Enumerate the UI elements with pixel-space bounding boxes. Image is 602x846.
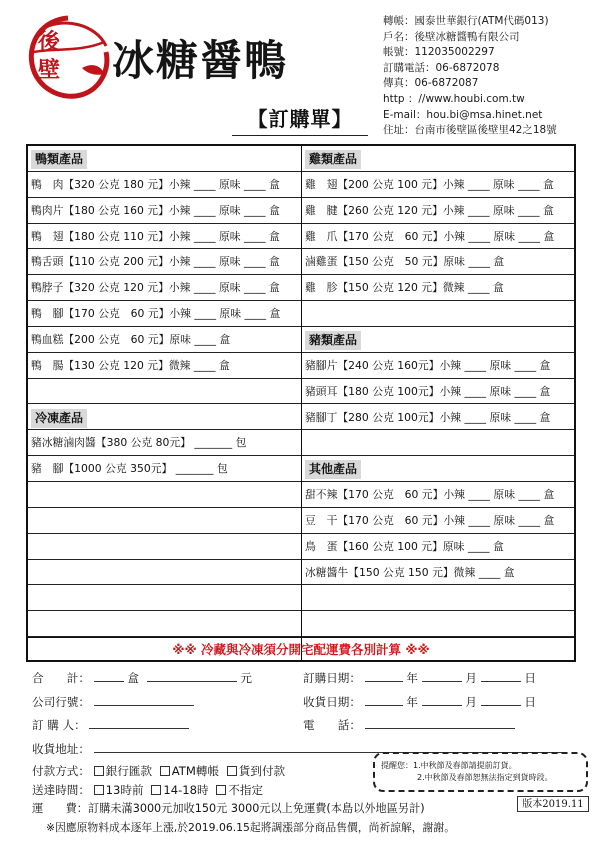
box-unit: 盒 (127, 671, 139, 685)
shipping-text: 訂購未滿3000元加收150元 3000元以上免運費(本島以外地區另計) (87, 802, 425, 815)
product-line: 冰糖醬牛【150 公克 150 元】微辣 ____ 盒 (305, 565, 515, 579)
total-row (32, 670, 252, 686)
product-line: 鴨 腸【130 公克 120 元】微辣 ____ 盒 (31, 358, 230, 372)
delivery-before13-label: 13時前 (105, 783, 144, 797)
address-label: 收貨地址： (32, 742, 90, 756)
total-label: 合 計： (32, 671, 90, 685)
orderer-label: 訂 購 人： (32, 718, 86, 732)
order-month-field[interactable] (422, 670, 462, 682)
receive-day-unit: 日 (524, 695, 536, 709)
price-notice: ※因應原物料成本逐年上漲,於2019.06.15起將調漲部分商品售價，尚祈諒解，謝謝。 (46, 821, 455, 834)
category-title: 其他產品 (305, 460, 361, 479)
shipping-row (32, 800, 425, 816)
order-date-row (303, 670, 536, 686)
product-line: 豬頭耳【180 公克 100元】小辣 ____ 原味 ____ 盒 (305, 384, 551, 398)
reminder-line1 (381, 760, 586, 772)
payment-row (32, 763, 285, 779)
product-row[interactable] (302, 508, 574, 534)
category-title: 冷凍產品 (31, 409, 87, 428)
product-line: 甜不辣【170 公克 60 元】小辣 ____ 原味 ____ 盒 (305, 488, 555, 502)
product-row[interactable] (28, 456, 301, 482)
order-date-label: 訂購日期： (303, 671, 361, 685)
yuan-unit: 元 (240, 671, 252, 685)
product-line: 滷雞蛋【150 公克 50 元】原味 ____ 盒 (305, 255, 505, 269)
product-row[interactable] (28, 275, 301, 301)
reminder-line2: 2.中秋節及春節恕無法指定到貨時段。 (417, 773, 553, 782)
delivery-14-18-checkbox[interactable] (151, 785, 161, 795)
receive-year-field[interactable] (365, 694, 403, 706)
product-line: 雞 胗【150 公克 120 元】微辣 ____ 盒 (305, 281, 504, 295)
phone-label: 電 話： (303, 718, 361, 732)
shipping-label: 運 費： (32, 802, 88, 815)
empty-row (28, 560, 301, 586)
brand-logo (22, 12, 289, 104)
brand-name-part1: 冰糖 (112, 36, 201, 85)
product-row[interactable] (28, 198, 301, 224)
product-row[interactable] (302, 379, 574, 405)
brand-name-part2: 醤鴨 (200, 36, 289, 85)
product-row[interactable] (302, 353, 574, 379)
product-line: 鴨 肉【320 公克 180 元】小辣 ____ 原味 ____ 盒 (31, 177, 280, 191)
product-line: 鴨 翅【180 公克 110 元】小辣 ____ 原味 ____ 盒 (31, 229, 280, 243)
contact-info (383, 14, 598, 139)
payment-cod-checkbox[interactable] (227, 766, 237, 776)
empty-row (28, 585, 301, 611)
product-line: 雞 腱【260 公克 120 元】小辣 ____ 原味 ____ 盒 (305, 203, 554, 217)
product-row[interactable] (302, 275, 574, 301)
category-header-right (302, 327, 574, 353)
product-line: 豆 干【170 公克 60 元】小辣 ____ 原味 ____ 盒 (305, 513, 555, 527)
category-header-right (302, 146, 574, 172)
order-day-field[interactable] (481, 670, 521, 682)
logo-characters: 後壁 (38, 29, 61, 83)
delivery-any-label: 不指定 (228, 783, 264, 797)
payment-bank-checkbox[interactable] (94, 766, 104, 776)
product-row[interactable] (302, 172, 574, 198)
product-line: 豬腳片【240 公克 160元】小辣 ____ 原味 ____ 盒 (305, 358, 551, 372)
phone-field[interactable] (365, 717, 515, 729)
contact-account-number: 帳號：112035002297 (383, 46, 495, 59)
product-column-right (302, 146, 574, 660)
receive-date-row (303, 694, 536, 710)
empty-row (302, 430, 574, 456)
category-title: 豬類產品 (305, 331, 361, 350)
receive-year-unit: 年 (406, 695, 418, 709)
orderer-row (32, 717, 189, 733)
empty-row (28, 508, 301, 534)
contact-address: 住址：台南市後壁區後壁里42之18號 (383, 124, 557, 137)
product-line: 鴨 腳【170 公克 60 元】小辣 ____ 原味 ____ 盒 (31, 307, 281, 321)
product-row[interactable] (28, 430, 301, 456)
product-row[interactable] (28, 172, 301, 198)
product-line: 鴨舌頭【110 公克 200 元】小辣 ____ 原味 ____ 盒 (31, 255, 280, 269)
category-title: 鴨類產品 (31, 150, 87, 169)
category-header-left (28, 405, 301, 431)
contact-fax: 傳真：06-6872087 (383, 77, 479, 90)
order-day-unit: 日 (524, 671, 536, 685)
empty-row (28, 379, 301, 405)
empty-row (302, 301, 574, 327)
brand-name (112, 28, 288, 88)
product-table (26, 144, 576, 662)
order-year-unit: 年 (406, 671, 418, 685)
delivery-14-18-label: 14-18時 (163, 783, 209, 797)
product-row[interactable] (28, 224, 301, 250)
phone-row (303, 717, 515, 733)
product-row[interactable] (28, 327, 301, 353)
product-row[interactable] (302, 482, 574, 508)
product-line: 豬 腳【1000 公克 350元】 _______ 包 (31, 462, 228, 476)
product-row[interactable] (302, 405, 574, 431)
contact-website[interactable]: http ：//www.houbi.com.tw (383, 92, 525, 105)
empty-row (302, 585, 574, 611)
company-row (32, 694, 194, 710)
empty-row (302, 611, 574, 637)
payment-atm-checkbox[interactable] (160, 766, 170, 776)
delivery-row (32, 782, 263, 798)
order-form-title: 【訂購單】 (232, 102, 368, 136)
reminder-text1: 1.中秋節及春節請提前訂貨。 (413, 761, 517, 770)
orderer-field[interactable] (89, 717, 189, 729)
product-line: 豬冰糖滷肉醬【380 公克 80元】 _______ 包 (31, 436, 247, 450)
product-row[interactable] (28, 249, 301, 275)
receive-month-field[interactable] (422, 694, 462, 706)
order-month-unit: 月 (465, 671, 477, 685)
product-line: 雞 爪【170 公克 60 元】小辣 ____ 原味 ____ 盒 (305, 229, 555, 243)
product-row[interactable] (302, 249, 574, 275)
receive-date-label: 收貨日期： (303, 695, 361, 709)
empty-row (28, 482, 301, 508)
product-line: 鴨肉片【180 公克 160 元】小辣 ____ 原味 ____ 盒 (31, 203, 280, 217)
category-header-left (28, 146, 301, 172)
company-label: 公司行號： (32, 695, 90, 709)
payment-cod-label: 貨到付款 (238, 764, 286, 778)
shipping-separate-note: ※※ 冷藏與冷凍須分開宅配運費各別計算 ※※ (28, 637, 574, 662)
empty-row (28, 611, 301, 637)
total-boxes-field[interactable] (94, 670, 124, 682)
product-row[interactable] (302, 534, 574, 560)
contact-transfer: 轉帳：國泰世華銀行(ATM代碼013) (383, 15, 549, 27)
order-year-field[interactable] (365, 670, 403, 682)
product-line: 豬腳丁【280 公克 100元】小辣 ____ 原味 ____ 盒 (305, 410, 551, 424)
payment-label: 付款方式： (32, 764, 90, 778)
contact-account-name: 戶名：後壁冰糖醬鴨有限公司 (383, 30, 520, 43)
company-field[interactable] (94, 694, 194, 706)
product-row[interactable] (28, 353, 301, 379)
version-badge: 版本2019.11 (517, 796, 589, 812)
delivery-any-checkbox[interactable] (216, 785, 226, 795)
payment-atm-label: ATM轉帳 (171, 764, 220, 778)
delivery-before13-checkbox[interactable] (94, 785, 104, 795)
product-row[interactable] (302, 198, 574, 224)
product-row[interactable] (302, 560, 574, 586)
empty-row (28, 534, 301, 560)
contact-order-phone: 訂購電話：06-6872078 (383, 61, 500, 74)
product-line: 鴨脖子【320 公克 120 元】小辣 ____ 原味 ____ 盒 (31, 281, 280, 295)
category-title: 雞類產品 (305, 150, 361, 169)
receive-month-unit: 月 (465, 695, 477, 709)
payment-bank-label: 銀行匯款 (105, 764, 153, 778)
product-row[interactable] (28, 301, 301, 327)
product-column-left (28, 146, 302, 660)
product-line: 鴨血糕【200 公克 60 元】原味 ____ 盒 (31, 332, 231, 346)
product-line: 雞 翅【200 公克 100 元】小辣 ____ 原味 ____ 盒 (305, 177, 554, 191)
product-row[interactable] (302, 224, 574, 250)
receive-day-field[interactable] (481, 694, 521, 706)
category-header-right (302, 456, 574, 482)
reminder-box (373, 752, 588, 792)
contact-email[interactable]: E-mail：hou.bi@msa.hinet.net (383, 108, 543, 121)
product-line: 鳥 蛋【160 公克 100 元】原味 ____ 盒 (305, 539, 504, 553)
reminder-prefix: 提醒您： (381, 761, 413, 770)
delivery-label: 送達時間： (32, 783, 90, 797)
total-amount-field[interactable] (147, 670, 237, 682)
